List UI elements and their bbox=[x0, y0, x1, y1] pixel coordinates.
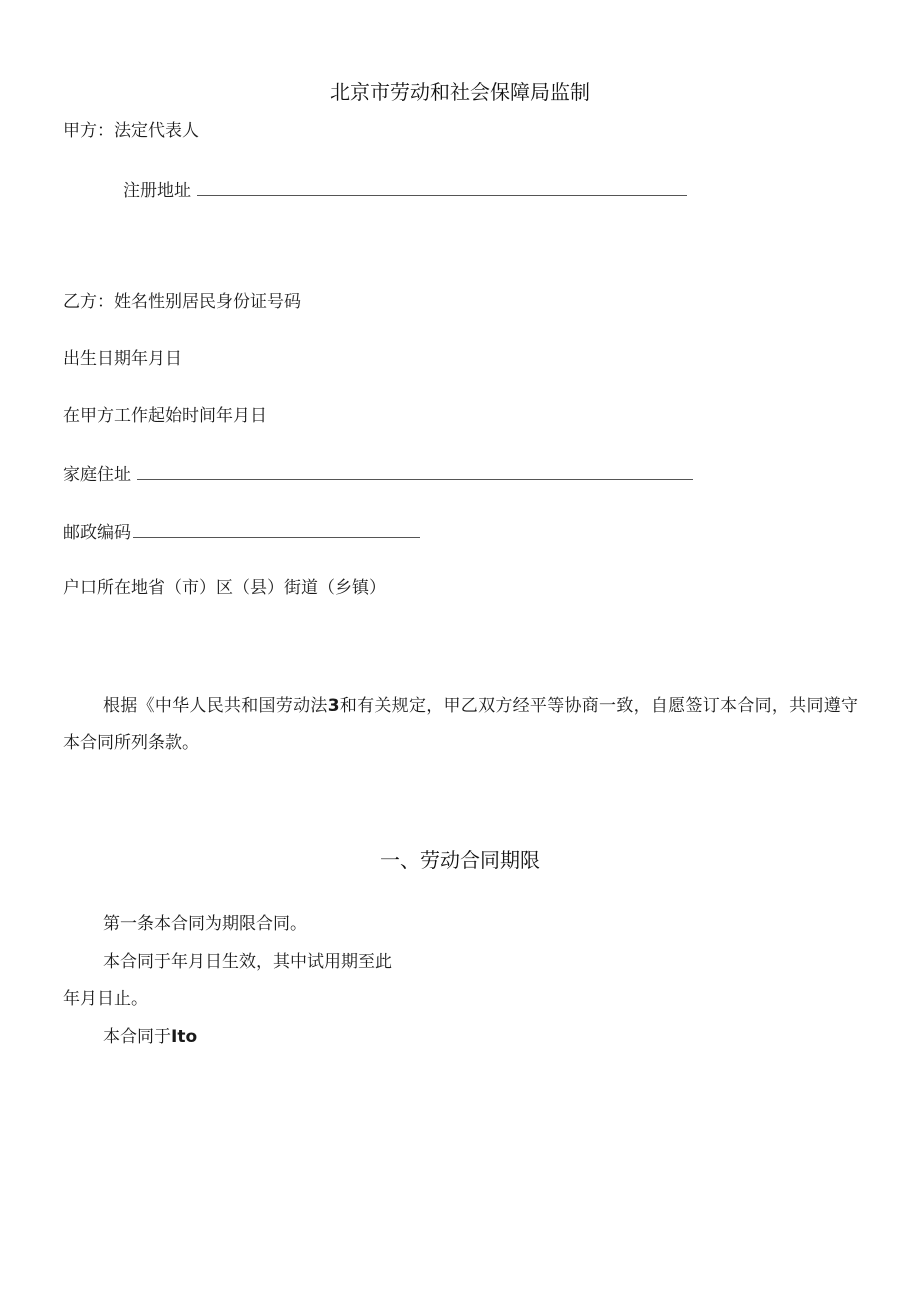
document-title: 北京市劳动和社会保障局监制 bbox=[330, 80, 590, 104]
party-a-address-label: 注册地址 bbox=[123, 181, 191, 201]
effective-clause: 本合同于年月日生效，其中试用期至此 bbox=[103, 952, 392, 972]
postal-code-field bbox=[63, 519, 420, 545]
term-clause-mark: Ito bbox=[171, 1027, 198, 1047]
start-date-field: 在甲方工作起始时间年月日 bbox=[63, 406, 267, 426]
section-1-heading: 一、劳动合同期限 bbox=[380, 848, 540, 872]
term-clause-text: 本合同于 bbox=[103, 1027, 171, 1047]
effective-clause-end: 年月日止。 bbox=[63, 989, 148, 1009]
party-a-address-field bbox=[123, 177, 687, 203]
postal-code-underline bbox=[133, 519, 420, 538]
home-address-label: 家庭住址 bbox=[63, 465, 131, 485]
preamble-paragraph bbox=[63, 688, 858, 762]
preamble-text-part2: 和有关规定，甲乙双方经平等协商一致，自愿签订本合同，共同遵守本合同所列条款。 bbox=[63, 696, 859, 753]
preamble-text-part1: 根据《中华人民共和国劳动法 bbox=[103, 696, 328, 716]
article-1: 第一条本合同为期限合同。 bbox=[103, 914, 307, 934]
home-address-field bbox=[63, 461, 693, 487]
postal-code-label: 邮政编码 bbox=[63, 523, 131, 543]
party-a-address-underline bbox=[197, 177, 687, 196]
term-clause bbox=[103, 1025, 197, 1049]
birth-date-field: 出生日期年月日 bbox=[63, 349, 182, 369]
preamble-mark: 3 bbox=[327, 696, 340, 716]
party-a-label: 甲方：法定代表人 bbox=[63, 121, 199, 141]
hukou-field: 户口所在地省（市）区（县）街道（乡镇） bbox=[63, 578, 386, 598]
party-b-label: 乙方：姓名性别居民身份证号码 bbox=[63, 292, 301, 312]
home-address-underline bbox=[137, 461, 693, 480]
